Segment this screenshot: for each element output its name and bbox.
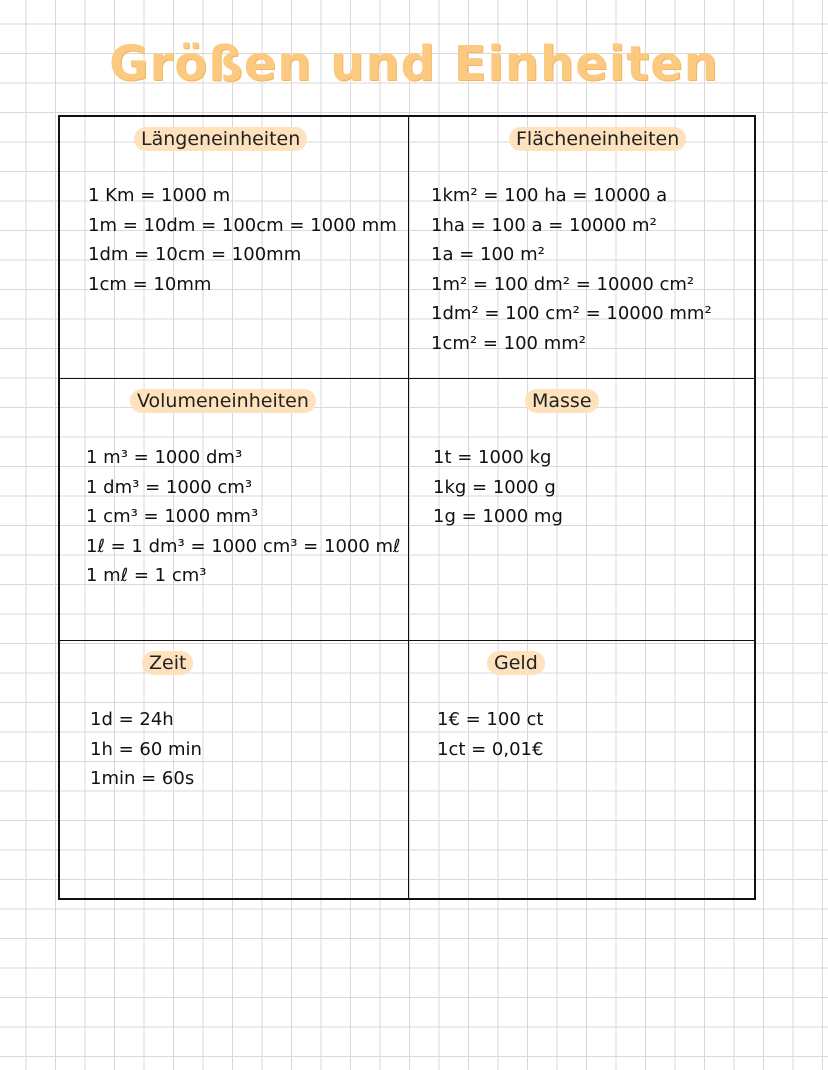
- section-zeit: [60, 641, 409, 898]
- page-title: Größen und Einheiten: [109, 36, 719, 92]
- section-lines: [90, 705, 202, 794]
- unit-line: 1t = 1000 kg: [433, 447, 552, 468]
- unit-line: 1 dm³ = 1000 cm³: [86, 476, 253, 498]
- section-heading: Längeneinheiten: [134, 127, 307, 151]
- unit-line: 1ct = 0,01€: [437, 738, 544, 760]
- section-heading: Masse: [525, 389, 599, 413]
- unit-line: 1d = 24h: [90, 709, 174, 730]
- section-heading: Volumeneinheiten: [130, 389, 316, 413]
- unit-line: 1h = 60 min: [90, 738, 202, 760]
- unit-line: 1€ = 100 ct: [437, 709, 544, 730]
- unit-line: 1 cm³ = 1000 mm³: [86, 506, 259, 527]
- unit-line: 1km² = 100 ha = 10000 a: [431, 185, 668, 206]
- unit-line: 1dm² = 100 cm² = 10000 mm²: [431, 303, 712, 324]
- section-heading: Zeit: [142, 651, 193, 675]
- unit-line: 1cm² = 100 mm²: [431, 332, 586, 354]
- unit-line: 1g = 1000 mg: [433, 506, 563, 527]
- units-table: [58, 115, 756, 900]
- unit-line: 1a = 100 m²: [431, 244, 545, 265]
- section-heading: Geld: [487, 651, 545, 675]
- unit-line: 1ℓ = 1 dm³ = 1000 cm³ = 1000 mℓ: [86, 535, 401, 557]
- section-lines: [431, 181, 712, 358]
- section-lines: [88, 181, 397, 299]
- unit-line: 1 m³ = 1000 dm³: [86, 447, 243, 468]
- section-lines: [437, 705, 543, 764]
- section-laengeneinheiten: [60, 117, 409, 379]
- section-masse: [409, 379, 754, 641]
- section-lines: [433, 443, 563, 532]
- section-flaecheneinheiten: [409, 117, 754, 379]
- unit-line: 1m = 10dm = 100cm = 1000 mm: [88, 214, 397, 236]
- section-volumeneinheiten: [60, 379, 409, 641]
- unit-line: 1 Km = 1000 m: [88, 185, 231, 206]
- unit-line: 1kg = 1000 g: [433, 476, 556, 498]
- unit-line: 1 mℓ = 1 cm³: [86, 565, 207, 586]
- unit-line: 1min = 60s: [90, 768, 195, 789]
- unit-line: 1ha = 100 a = 10000 m²: [431, 214, 657, 236]
- section-heading: Flächeneinheiten: [509, 127, 686, 151]
- unit-line: 1m² = 100 dm² = 10000 cm²: [431, 273, 695, 295]
- section-lines: [86, 443, 401, 591]
- section-geld: [409, 641, 754, 898]
- unit-line: 1dm = 10cm = 100mm: [88, 244, 302, 265]
- unit-line: 1cm = 10mm: [88, 273, 212, 295]
